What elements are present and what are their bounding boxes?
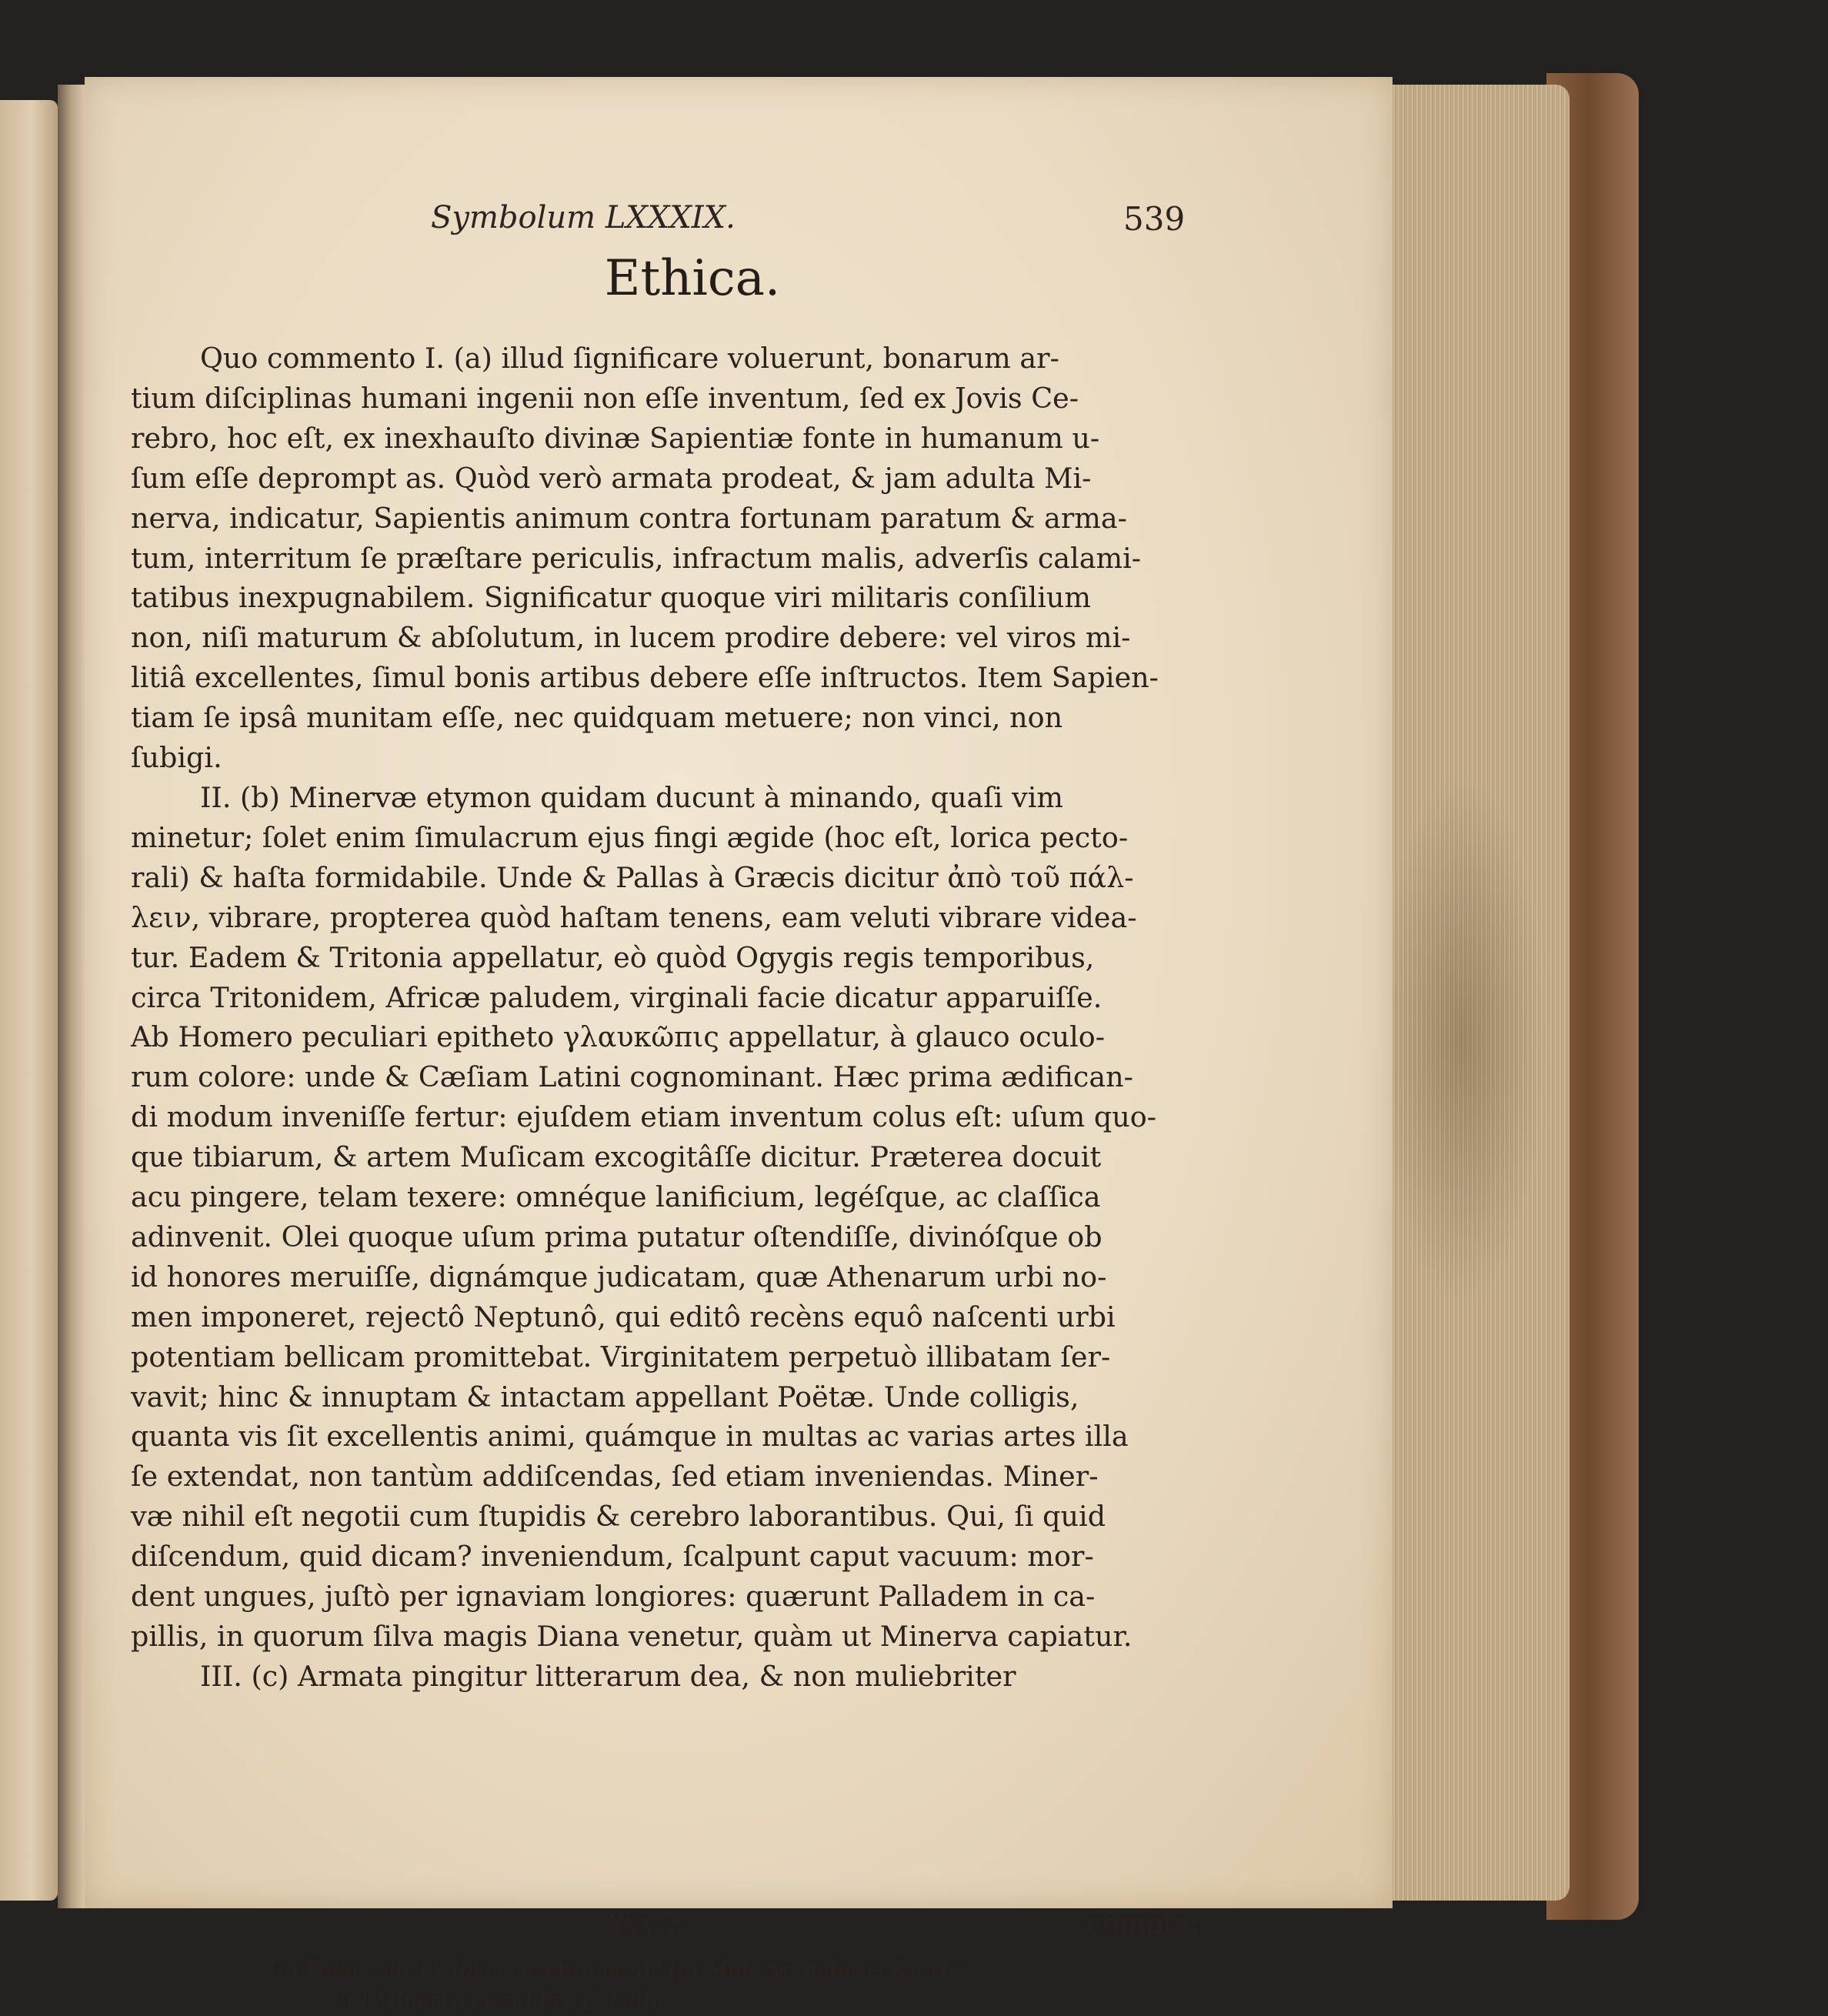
text-line: que tibiarum, & artem Muſicam excogitâſſe dicitur. Præterea docuit (131, 1140, 1102, 1174)
text-line: væ nihil eſt negotii cum ſtupidis & cerebro laborantibus. Qui, ſi quid (131, 1500, 1106, 1534)
text-line: tum, interritum ſe præſtare periculis, infractum malis, adverſis calami- (131, 541, 1142, 575)
fore-edge-stain (1377, 769, 1546, 1308)
running-title: Symbolum LXXXIX. (431, 200, 736, 235)
section-title: Ethica. (604, 250, 781, 307)
text-line: rali) & haſta formidabile. Unde & Pallas à Græcis dicitur ἀπὸ τοῦ πάλ- (131, 860, 1134, 894)
left-page-edge (0, 100, 58, 1901)
text-line: litiâ excellentes, ſimul bonis artibus debere eſſe inſtructos. Item Sapien- (131, 661, 1159, 695)
text-line: tiam ſe ipsâ munitam eſſe, nec quidquam metuere; non vinci, non (131, 701, 1063, 735)
footnote-line: (c) Minerva cum libro & haſta. (339, 1988, 672, 2013)
text-line: non, niſi maturum & abſolutum, in lucem prodire debere: vel viros mi- (131, 621, 1131, 655)
page-footer (131, 1908, 1200, 1954)
text-line: diſcendum, quid dicam? inveniendum, ſcalpunt caput vacuum: mor- (131, 1540, 1094, 1574)
text-line: Quo commento I. (a) illud ſignificare voluerunt, bonarum ar- (200, 342, 1059, 375)
text-line: ſe extendat, non tantùm addiſcendas, ſed etiam inveniendas. Miner- (131, 1460, 1099, 1494)
text-line: ſubigi. (131, 741, 222, 775)
text-line: λειν, vibrare, propterea quòd haſtam tenens, eam veluti vibrare videa- (131, 900, 1137, 934)
text-line: nerva, indicatur, Sapientis animum contra fortunam paratum & arma- (131, 501, 1127, 535)
footnotes (269, 1954, 1116, 2016)
text-line: tur. Eadem & Tritonia appellatur, eò quòd Ogygis regis temporibus, (131, 940, 1095, 974)
text-line: II. (b) Minervæ etymon quidam ducunt à minando, quaſi vim (200, 780, 1063, 814)
text-line: vavit; hinc & innuptam & intactam appellant Poëtæ. Unde colligis, (131, 1380, 1079, 1414)
signature-mark: Yyy 2 (608, 1908, 684, 1940)
text-line: potentiam bellicam promittebat. Virginitatem perpetuò illibatam ſer- (131, 1340, 1111, 1373)
text-line: acu pingere, telam texere: omnéque lanificium, legéſque, ac claſſica (131, 1180, 1101, 1214)
text-line: tatibus inexpugnabilem. Significatur quoque viri militaris conſilium (131, 581, 1092, 615)
text-line: id honores meruiſſe, dignámque judicatam, quæ Athenarum urbi no- (131, 1260, 1107, 1293)
body-text (131, 339, 1200, 1697)
text-line: di modum inveniſſe fertur: ejuſdem etiam inventum colus eſt: uſum quo- (131, 1100, 1157, 1134)
footnote-line: (a) Pallas cur ex Iovis cerebro nata? (b) Minerva habitus & artes. (269, 1957, 980, 1982)
text-line: pillis, in quorum ſilva magis Diana venetur, quàm ut Minerva capiatur. (131, 1620, 1132, 1653)
catchword: compta; (1086, 1908, 1200, 1940)
text-line: rebro, hoc eſt, ex inexhauſto divinæ Sapientiæ fonte in humanum u- (131, 421, 1100, 455)
text-line: rum colore: unde & Cæſiam Latini cognominant. Hæc prima ædifican- (131, 1060, 1133, 1094)
book-gutter (58, 85, 88, 1908)
text-line: minetur; ſolet enim ſimulacrum ejus fingi ægide (hoc eſt, lorica pecto- (131, 820, 1129, 854)
text-line: tium diſciplinas humani ingenii non eſſe inventum, ſed ex Jovis Ce- (131, 381, 1079, 415)
text-line: III. (c) Armata pingitur litterarum dea, & non muliebriter (200, 1659, 1016, 1693)
text-line: Ab Homero peculiari epitheto γλαυκῶπις appellatur, à glauco oculo- (131, 1020, 1106, 1054)
text-line: circa Tritonidem, Africæ paludem, virginali facie dicatur apparuiſſe. (131, 980, 1102, 1014)
text-line: men imponeret, rejectô Neptunô, qui editô recèns equô naſcenti urbi (131, 1300, 1116, 1333)
text-line: adinvenit. Olei quoque uſum prima putatur oſtendiſſe, divinóſque ob (131, 1220, 1102, 1253)
text-line: dent ungues, juſtò per ignaviam longiores: quærunt Palladem in ca- (131, 1580, 1096, 1614)
running-head (431, 200, 1200, 246)
page-number: 539 (1123, 200, 1186, 238)
text-line: ſum eſſe deprompt as. Quòd verò armata prodeat, & jam adulta Mi- (131, 461, 1092, 495)
text-line: quanta vis ſit excellentis animi, quámque in multas ac varias artes illa (131, 1420, 1129, 1454)
